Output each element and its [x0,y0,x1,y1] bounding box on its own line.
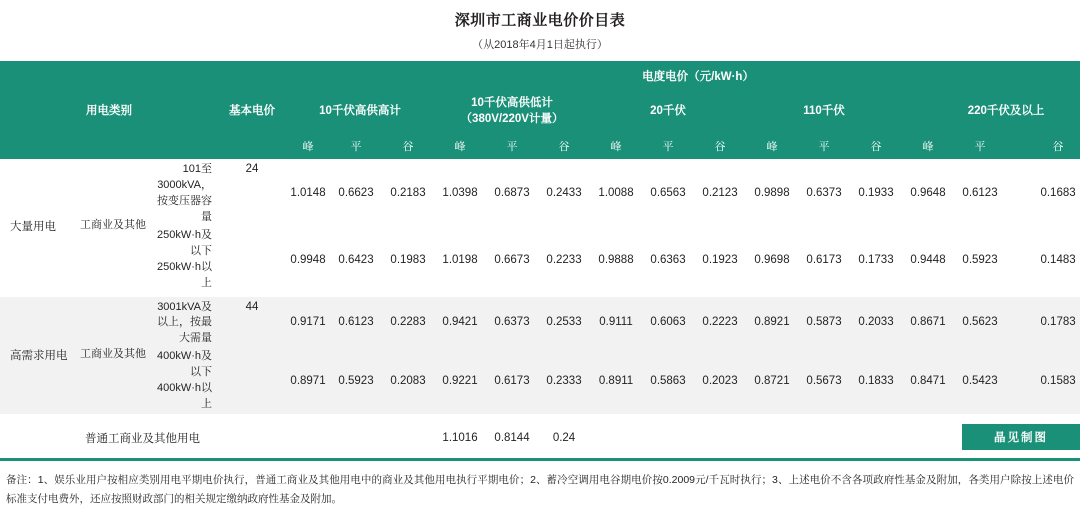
row-unit-highdemand-tier1-text: 400kW·h及以下 [156,350,213,379]
cell-value: 0.9448 [910,253,946,266]
header-group-220kv [902,91,1080,133]
cell-value: 1.0088 [598,186,634,199]
cell-value: 0.24 [552,432,576,445]
cell-value: 0.8721 [754,375,790,388]
cell-value: 0.9948 [290,253,326,266]
cell-value: 0.5673 [806,375,842,388]
cell-value: 0.1983 [390,253,426,266]
row-capacity-highdemand-text: 3001kVA及以上，按最大需量 [157,300,213,345]
cell-value: 0.2033 [858,316,894,329]
cell-value: 0.2083 [390,375,426,388]
row-subcat-highdemand [78,297,148,415]
cell-value: 0.6373 [494,316,530,329]
cell-value: 0.2223 [702,316,738,329]
brand-badge [962,424,1080,450]
row-unit-bulk-tier2 [148,227,218,293]
header-group-10kv-hh [286,91,434,133]
row-unit-highdemand [148,348,218,414]
cell-value: 0.1783 [1040,316,1076,329]
cell-value: 0.8471 [910,375,946,388]
price-table [0,61,1080,458]
row-unit-bulk-tier2-text: 250kW·h以上 [156,260,213,289]
row-capacity-highdemand [148,297,218,349]
cell-value: 0.8911 [598,375,634,388]
header-pfg-4-valley: 谷 [870,141,882,153]
cell-value: 0.9888 [598,253,634,266]
cell-value: 0.2433 [546,186,582,199]
row-capacity-bulk [148,159,218,227]
header-pfg-3-peak: 峰 [610,141,622,153]
header-pfg-1-flat: 平 [350,141,362,153]
cell-value: 0.9698 [754,253,790,266]
cell-value: 0.5623 [962,316,998,329]
header-pfg-1-valley: 谷 [402,141,414,153]
row-subcat-highdemand-text: 工商业及其他 [80,348,146,361]
cell-value: 0.2023 [702,375,738,388]
cell-value: 0.8144 [494,432,530,445]
table-row [0,297,1080,349]
header-group-110kv-line1: 110千伏 [803,105,845,118]
footnotes: 备注：1、娱乐业用户按相应类别用电平期电价执行，普通工商业及其他用电中的商业及其他用电执行平期电价；2、蓄冷空调用电谷期电价按0.2009元/千瓦时执行；3、上述电价不含各项政府性基金及附加，各类用户除按上述电价标准支付电费外，还应按照财政部门的相关规定缴纳政府性基金及附加。 [6,474,1074,506]
cell-value: 0.6063 [650,316,686,329]
cell-value: 0.1583 [1040,375,1076,388]
cell-value: 0.5863 [650,375,686,388]
row-subcat-bulk [78,159,148,293]
header-pfg-5-valley: 谷 [1052,141,1064,153]
header-group-10kv-hl [434,91,590,133]
cell-value: 0.6123 [962,186,998,199]
header-group-10kv-hl-line1: 10千伏高供低计 [471,97,553,110]
cell-value: 0.5423 [962,375,998,388]
row-unit-highdemand-tier2-text: 400kW·h以上 [156,382,213,411]
cell-value: 0.9648 [910,186,946,199]
header-group-20kv-line1: 20千伏 [650,105,686,118]
cell-value: 0.6673 [494,253,530,266]
cell-value: 0.6623 [338,186,374,199]
cell-value: 0.5923 [962,253,998,266]
cell-value: 0.1683 [1040,186,1076,199]
cell-value: 0.5873 [806,316,842,329]
cell-value: 0.9111 [599,316,633,329]
row-unit-bulk-tier1-text: 250kW·h及以下 [156,228,213,257]
cell-value: 0.1833 [858,375,894,388]
row-category-bulk: 大量用电 [10,220,56,233]
cell-value: 1.0148 [290,186,326,199]
cell-value: 0.1483 [1040,253,1076,266]
row-category-general [0,418,286,458]
row-capacity-bulk-text: 101至3000kVA，按变压器容量 [157,163,213,223]
cell-value: 0.6173 [494,375,530,388]
brand-badge-text: 晶见制图 [994,432,1048,444]
cell-value: 0.2333 [546,375,582,388]
price-table-wrapper [0,61,1080,461]
header-pfg-3-flat: 平 [662,141,674,153]
cell-value: 1.0398 [442,186,478,199]
cell-value: 0.6123 [338,316,374,329]
row-subcat-bulk-text: 工商业及其他 [80,218,146,231]
cell-value: 0.2123 [702,186,738,199]
cell-value: 0.2533 [546,316,582,329]
header-pfg-1-peak: 峰 [302,141,314,153]
cell-value: 0.1733 [858,253,894,266]
header-group-20kv [590,91,746,133]
cell-value: 0.9171 [290,316,326,329]
cell-value: 0.1933 [858,186,894,199]
header-group-10kv-hh-line1: 10千伏高供高计 [319,105,401,118]
header-pfg-4-peak: 峰 [766,141,778,153]
header-pfg-3-valley: 谷 [714,141,726,153]
table-row [0,348,1080,414]
cell-value: 1.1016 [442,432,478,445]
header-kwh-price: 电度电价（元/kW·h） [642,71,754,83]
row-basic-highdemand: 44 [245,300,259,313]
header-group-110kv [746,91,902,133]
cell-value: 0.6373 [806,186,842,199]
row-category-general-text: 普通工商业及其他用电 [85,433,200,446]
cell-value: 0.9898 [754,186,790,199]
page-subtitle: （从2018年4月1日起执行） [472,39,608,51]
page-title: 深圳市工商业电价价目表 [454,12,626,29]
header-pfg-2-flat: 平 [506,141,518,153]
header-pfg-2-peak: 峰 [454,141,466,153]
row-category-highdemand: 高需求用电 [10,350,68,363]
cell-value: 0.8971 [290,375,326,388]
header-category: 用电类别 [86,105,132,117]
cell-value: 0.6363 [650,253,686,266]
table-row [0,418,1080,458]
cell-value: 0.2183 [390,186,426,199]
cell-value: 0.6563 [650,186,686,199]
cell-value: 0.6873 [494,186,530,199]
cell-value: 0.1923 [702,253,738,266]
cell-value: 0.9421 [442,316,478,329]
cell-value: 0.2233 [546,253,582,266]
header-pfg-4-flat: 平 [818,141,830,153]
cell-value: 0.9221 [442,375,478,388]
header-row-top [0,61,1080,91]
header-pfg-5-peak: 峰 [922,141,934,153]
row-basic-bulk: 24 [245,163,259,175]
table-row [0,227,1080,293]
header-basic-price: 基本电价 [229,105,276,117]
cell-value: 1.0198 [442,253,478,266]
header-group-10kv-hl-line2: （380V/220V计量） [460,113,564,125]
header-pfg-2-valley: 谷 [558,141,570,153]
table-bottom-rule [0,458,1080,461]
cell-value: 0.6423 [338,253,374,266]
table-row [0,159,1080,227]
cell-value: 0.2283 [390,316,426,329]
header-group-220kv-line1: 220千伏及以上 [967,105,1045,118]
cell-value: 0.5923 [338,375,374,388]
header-pfg-5-flat: 平 [974,141,986,153]
cell-value: 0.8671 [910,316,946,329]
cell-value: 0.8921 [754,316,790,329]
cell-value: 0.6173 [806,253,842,266]
